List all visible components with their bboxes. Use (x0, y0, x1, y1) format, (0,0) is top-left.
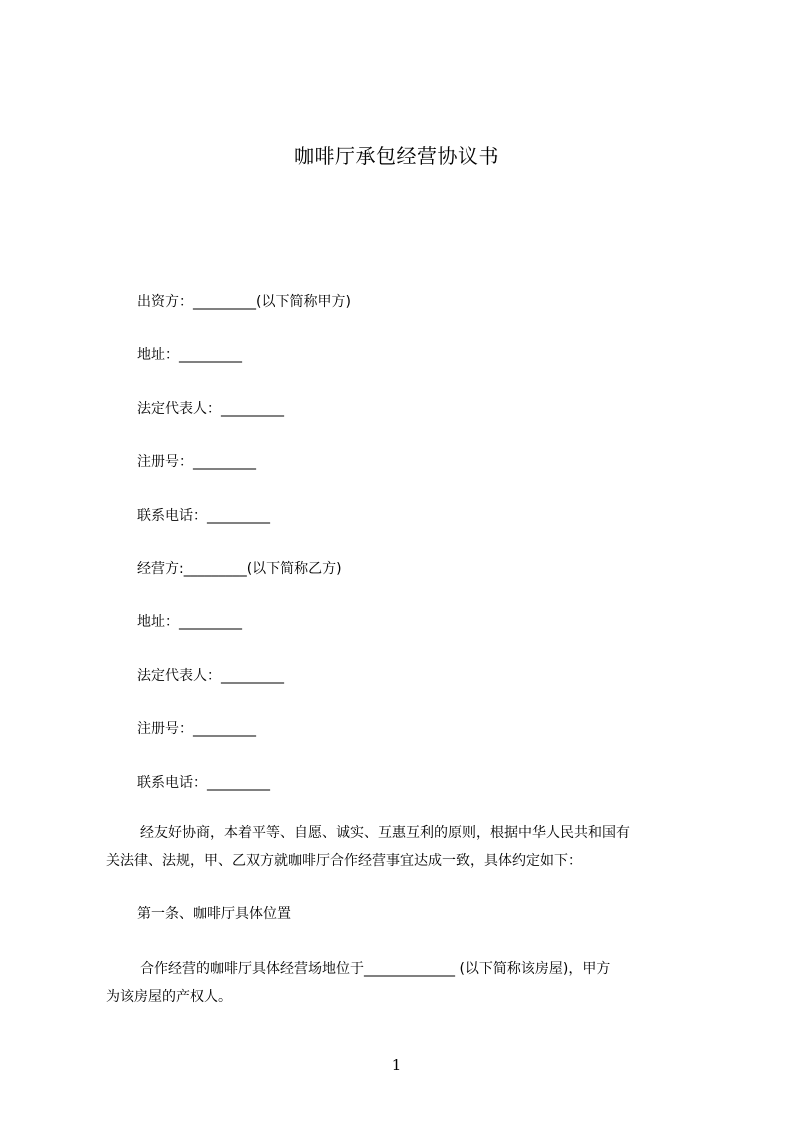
document-title: 咖啡厅承包经营协议书 (294, 144, 499, 168)
party-a-legal-rep: 法定代表人：_________ (137, 401, 284, 417)
page-number: 1 (391, 1056, 402, 1074)
preamble-line-1: 经友好协商，本着平等、自愿、诚实、互惠互利的原则，根据中华人民共和国有 (140, 825, 630, 841)
party-b-reg-no: 注册号：_________ (137, 721, 256, 737)
party-a-phone: 联系电话：_________ (137, 508, 270, 524)
party-b-legal-rep: 法定代表人：_________ (137, 668, 284, 684)
preamble-paragraph (106, 819, 706, 875)
party-a-reg-no: 注册号：_________ (137, 454, 256, 470)
party-a-investor: 出资方：_________(以下简称甲方) (137, 294, 351, 310)
party-b-operator: 经营方:_________(以下简称乙方) (137, 561, 342, 577)
party-b-phone: 联系电话：_________ (137, 775, 270, 791)
article-1-line-1: 合作经营的咖啡厅具体经营场地位于_____________ (以下简称该房屋)，甲方 (140, 961, 611, 977)
article-1-heading: 第一条、咖啡厅具体位置 (137, 906, 291, 922)
party-a-address: 地址：_________ (137, 347, 242, 363)
article-1-paragraph (106, 955, 706, 1011)
party-b-address: 地址：_________ (137, 614, 242, 630)
preamble-line-2: 关法律、法规，甲、乙双方就咖啡厅合作经营事宜达成一致，具体约定如下： (106, 853, 582, 869)
article-1-line-2: 为该房屋的产权人。 (106, 989, 232, 1005)
